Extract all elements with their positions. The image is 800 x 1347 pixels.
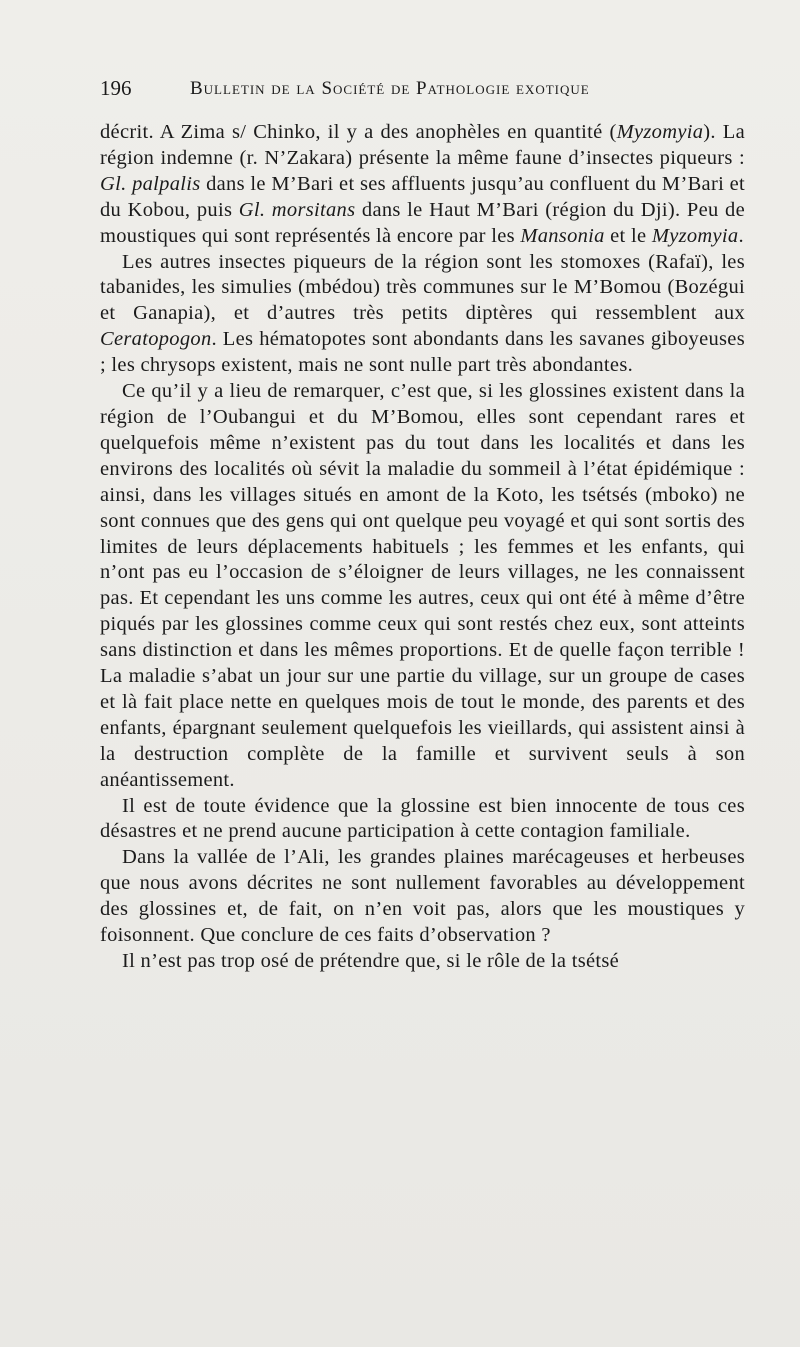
paragraph-1: décrit. A Zima s/ Chinko, il y a des anophèles en quantité (Myzomyia). La région indemne (r. N’Zakara) présente la même faune d’insectes piqueurs : Gl. palpalis dans le M’Bari et ses affluents jusqu’au confluent du M’Bari et du Kobou, puis Gl. morsitans dans le Haut M’Bari (région du Dji). Peu de moustiques qui sont représentés là encore par les Mansonia et le Myzomyia. [100,121,746,247]
running-title: Bulletin de la Société de Pathologie exotique [190,78,590,99]
paragraph-4: Il est de toute évidence que la glossine est bien innocente de tous ces désastres et ne prend aucune participation à cette contagion familiale. [100,794,745,843]
species-name: Mansonia [520,224,605,247]
page-header [100,76,745,104]
paragraph-6: Il n’est pas trop osé de prétendre que, si le rôle de la tsétsé [122,950,620,972]
paragraph-5: Dans la vallée de l’Ali, les grandes plaines marécageuses et herbeuses que nous avons décrites ne sont nullement favorables au développement des glossines et, de fait, on n’en voit pas, alors que les moustiques y foisonnent. Que conclure de ces faits d’observation ? [100,846,745,947]
species-name: Gl. morsitans [238,198,356,221]
body-text [100,120,745,975]
page-number: 196 [100,76,132,100]
species-name: Ceratopogon [100,328,212,351]
paragraph-2: Les autres insectes piqueurs de la région sont les stomoxes (Rafaï), les tabanides, les simulies (mbédou) très communes sur le M’Bomou (Bozégui et Ganapia), et d’autres très petits diptères qui ressemblent aux Ceratopogon. Les hématopotes sont abondants dans les savanes giboyeuses ; les chrysops existent, mais ne sont nulle part très abondantes. [100,250,745,377]
paragraph-3: Ce qu’il y a lieu de remarquer, c’est que, si les glossines existent dans la région de l’Oubangui et du M’Bomou, elles sont cependant rares et quelquefois même n’existent pas du tout dans les localités et dans les environs des localités où sévit la maladie du sommeil à l’état épidémique : ainsi, dans les villages situés en amont de la Koto, les tsétsés (mboko) ne sont connues que des gens qui ont quelque peu voyagé et qui sont sortis des limites de leurs déplacements habituels ; les femmes et les enfants, qui n’ont pas eu l’occasion de s’éloigner de leurs villages, ne les connaissent pas. Et cependant les uns comme les autres, ceux qui ont été à même d’être piqués par les glossines comme ceux qui sont restés chez eux, sont atteints sans distinction et dans les mêmes proportions. Et de quelle façon terrible ! La maladie s’abat un jour sur une partie du village, sur un groupe de cases et là fait place nette en quelques mois de tout le monde, des parents et des enfants, épargnant seulement quelquefois les vieillards, qui assistent ainsi à la destruction complète de la famille et survivent seuls à son anéantissement. [100,380,745,791]
species-name: Myzomyia [616,121,704,143]
species-name: Myzomyia [651,224,739,247]
species-name: Gl. palpalis [100,172,201,195]
